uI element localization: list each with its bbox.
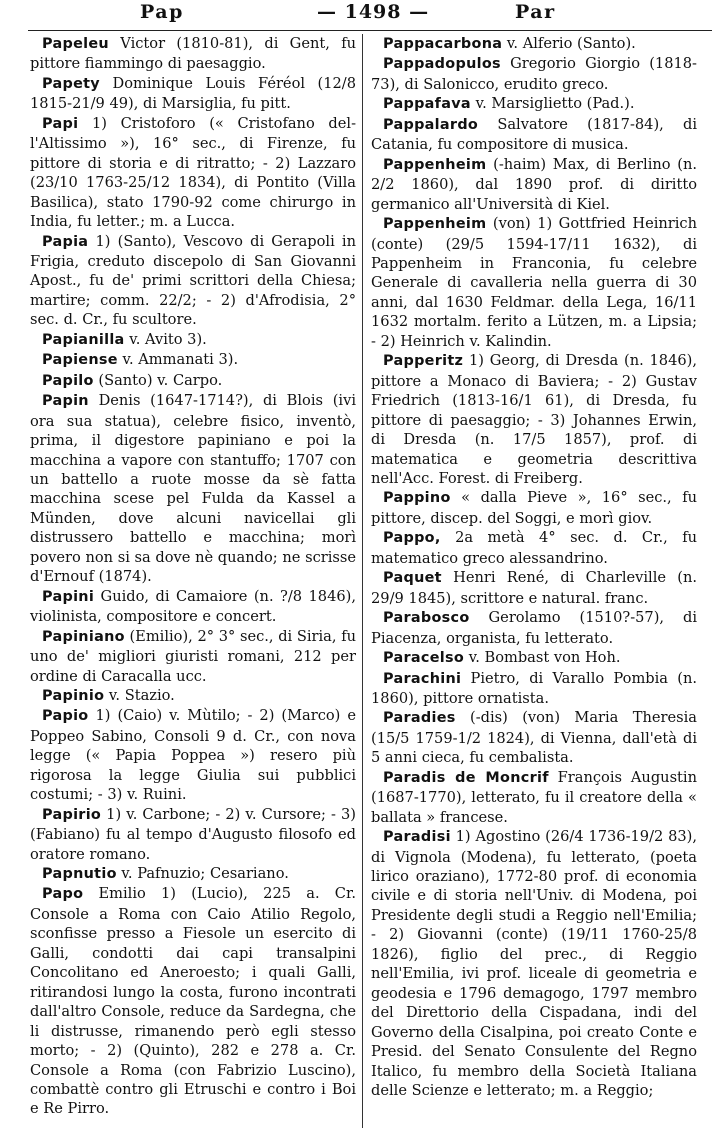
entry-text: v. Stazio. (104, 686, 175, 704)
column-divider (362, 34, 363, 1128)
header-right-guideword: Par (515, 1, 556, 23)
entry-text: Henri René, di Charleville (n. 29/9 1845), scrittore e natural. franc. (371, 569, 697, 607)
dictionary-entry (371, 608, 697, 648)
dictionary-entry (371, 648, 697, 668)
entry-text: 1) Cristoforo (« Cristofano del-l'Altissimo »), 16° sec., di Firenze, fu pittore di storia e di ritratto; - 2) Lazzaro (23/10 1763-25/12 1834), di Pontito (Villa Basilica), stato 1790-92 come chirurgo in India, fu letter.; m. a Lucca. (30, 114, 356, 231)
entry-text: Denis (1647-1714?), di Blois (ivi ora sua statua), celebre fisico, inventò, prima, il digestore papiniano e poi la macchina a vapore con stantuffo; 1707 con un battello a ruote mosse da sè fatta macchina scese pel Fulda da Kassel a Münden, dove alcuni navicellai gli distrussero battello e macchina; morì povero non si sa dove nè quando; ne scrisse d'Ernouf (1874). (30, 392, 356, 586)
entry-text: « dalla Pieve », 16° sec., fu pittore, discep. del Soggi, e morì giov. (371, 489, 697, 527)
dictionary-entry (371, 669, 697, 709)
dictionary-entry (371, 214, 697, 351)
dictionary-entry (30, 686, 356, 706)
entry-text: Gerolamo (1510?-57), di Piacenza, organista, fu letterato. (371, 609, 697, 647)
dictionary-entry (371, 568, 697, 608)
entry-text: v. Pafnuzio; Cesariano. (116, 865, 289, 883)
dictionary-entry (30, 587, 356, 627)
entry-text: 2a metà 4° sec. d. Cr., fu matematico greco alessandrino. (371, 529, 697, 567)
entry-text: (-dis) (von) Maria Theresia (15/5 1759-1/2 1824), di Vienna, dall'età di 5 anni cieca, fu cembalista. (371, 709, 697, 767)
dictionary-entry (371, 768, 697, 827)
entry-headword: Papo (42, 886, 84, 903)
entry-headword: Papperitz (383, 353, 464, 370)
dictionary-entry (30, 330, 356, 350)
entry-headword: Parachini (383, 670, 462, 687)
dictionary-entry (30, 114, 356, 232)
entry-text: Pietro, di Varallo Pombia (n. 1860), pittore ornatista. (371, 669, 697, 707)
dictionary-entry (371, 488, 697, 528)
dictionary-entry (371, 708, 697, 767)
dictionary-entry (371, 155, 697, 214)
entry-headword: Pappenheim (383, 216, 487, 233)
entry-headword: Papianilla (42, 331, 125, 348)
dictionary-entry (371, 94, 697, 114)
entry-text: (von) 1) Gottfried Heinrich (conte) (29/5 1594-17/11 1632), di Pappenheim in Franconia, fu celebre Generale di cavalleria nella guerra di 30 anni, dal 1630 Feldmar. della Lega, 16/11 1632 mortalm. ferito a Lützen, m. a Lipsia; - 2) Heinrich v. Kalindin. (371, 215, 697, 350)
entry-text: (Emilio), 2° 3° sec., di Siria, fu uno de' migliori giuristi romani, 212 per ordine di Caracalla ucc. (30, 627, 356, 685)
dictionary-entry (30, 371, 356, 391)
entry-headword: Paradies (383, 710, 456, 727)
entry-headword: Papeleu (42, 36, 109, 52)
entry-text: v. Bombast von Hoh. (464, 649, 621, 667)
entry-text: Guido, di Camaiore (n. ?/8 1846), violinista, compositore e concert. (30, 587, 356, 626)
dictionary-entry (30, 391, 356, 587)
entry-text: 1) Agostino (26/4 1736-19/2 83), di Vignola (Modena), fu letterato, (poeta lirico oraziano), 1772-80 prof. di economia civile e di storia nell'Univ. di Modena, poi Presidente degli studi a Reggio nell'Emilia; - 2) Giovanni (conte) (19/11 1760-25/8 1826), figlio del prec., di Reggio nell'Emilia, ivi prof. liceale di geometria e geodesia e 1796 demagogo, 1797 membro del Direttorio della Cispadana, indi del Governo della Cisalpina, poi creato Conte e Presid. del Senato Consulente del Regno Italico, fu membro della Società Italiana delle Scienze e letterato; m. a Reggio; (371, 828, 697, 1100)
entry-text: Emilio 1) (Lucio), 225 a. Cr. Console a Roma con Caio Atilio Regolo, sconfisse presso a Fiesole un esercito di Galli, condotti dai capi transalpini Concolitano ed Aneroesto; i quali Galli, ritirandosi lungo la costa, furono incontrati dall'altro Console, reduce da Sardegna, che li distrusse, rimanendo però egli stesso morto; - 2) (Quinto), 282 e 278 a. Cr. Console a Roma (con Fabrizio Luscino), combattè contro gli Etruschi e contro i Boi e Re Pirro. (30, 885, 356, 1118)
entry-text: (Santo) v. Carpo. (93, 371, 223, 389)
entry-headword: Papinio (42, 687, 105, 704)
entry-headword: Paquet (383, 570, 442, 587)
entry-headword: Pappino (383, 490, 451, 507)
entry-text: Victor (1810-81), di Gent, fu pittore fiammingo di paesaggio. (30, 35, 356, 73)
entry-headword: Papnutio (42, 866, 117, 883)
entry-text: v. Alferio (Santo). (502, 35, 636, 52)
page-number: — 1498 — (317, 1, 430, 23)
dictionary-entry (371, 351, 697, 488)
entry-text: Salvatore (1817-84), di Catania, fu compositore di musica. (371, 115, 697, 154)
entry-headword: Papety (42, 75, 100, 92)
right-column (371, 34, 697, 1100)
entry-text: Gregorio Giorgio (1818-73), di Salonicco, erudito greco. (371, 55, 697, 93)
dictionary-entry (30, 805, 356, 864)
entry-headword: Papia (42, 233, 89, 250)
entry-headword: Papini (42, 588, 95, 605)
dictionary-entry (30, 34, 356, 74)
entry-text: 1) Georg, di Dresda (n. 1846), pittore a Monaco di Baviera; - 2) Gustav Friedrich (1813-16/1 61), di Dresda, fu pittore di paesaggio; - 3) Johannes Erwin, di Dresda (n. 17/5 1857), prof. di matematica e geometria descrittiva nell'Acc. Forest. di Freiberg. (371, 352, 697, 487)
entry-headword: Pappadopulos (383, 56, 501, 73)
entry-headword: Paradisi (383, 829, 451, 846)
dictionary-entry (30, 884, 356, 1118)
entry-text: (-haim) Max, di Berlino (n. 2/2 1860), dal 1890 prof. di diritto germanico all'Università di Kiel. (371, 155, 697, 213)
header-left-guideword: Pap (140, 1, 184, 23)
entry-text: Dominique Louis Féréol (12/8 1815-21/9 49), di Marsiglia, fu pitt. (30, 74, 356, 113)
entry-headword: Papilo (42, 372, 94, 389)
dictionary-entry (30, 627, 356, 686)
entry-text: François Augustin (1687-1770), letterato, fu il creatore della « ballata » francese. (371, 768, 697, 826)
entry-text: 1) (Caio) v. Mùtilo; - 2) (Marco) e Poppeo Sabino, Consoli 9 d. Cr., con nova legge (« Papia Poppea ») resero più rigorosa la legge Giulia sui pubblici costumi; - 3) v. Ruini. (30, 707, 356, 804)
entry-headword: Paradis de Moncrif (383, 769, 549, 786)
entry-headword: Papi (42, 115, 79, 132)
dictionary-entry (30, 706, 356, 804)
page-header (0, 0, 718, 30)
dictionary-entry (30, 864, 356, 884)
entry-headword: Papiniano (42, 628, 125, 645)
dictionary-entry (371, 115, 697, 155)
entry-headword: Paracelso (383, 650, 465, 667)
dictionary-entry (30, 350, 356, 370)
entry-headword: Parabosco (383, 610, 470, 627)
left-column (30, 34, 356, 1119)
dictionary-entry (371, 528, 697, 568)
entry-headword: Papiense (42, 352, 118, 369)
entry-headword: Pappafava (383, 96, 471, 113)
entry-headword: Papirio (42, 806, 102, 823)
header-rule (28, 30, 712, 31)
entry-text: v. Ammanati 3). (117, 351, 239, 369)
entry-text: 1) v. Carbone; - 2) v. Cursore; - 3) (Fabiano) fu al tempo d'Augusto filosofo ed oratore romano. (30, 805, 356, 863)
entry-headword: Pappo, (383, 530, 441, 547)
entry-headword: Pappenheim (383, 156, 487, 173)
entry-text: v. Marsiglietto (Pad.). (470, 95, 635, 113)
dictionary-entry (30, 232, 356, 330)
dictionary-entry (371, 827, 697, 1100)
dictionary-entry (371, 54, 697, 94)
dictionary-entry (30, 74, 356, 114)
entry-headword: Papio (42, 708, 89, 725)
entry-text: 1) (Santo), Vescovo di Gerapoli in Frigia, creduto discepolo di San Giovanni Apost., fu de' primi scrittori della Chiesa; martire; comm. 22/2; - 2) d'Afrodisia, 2° sec. d. Cr., fu scultore. (30, 232, 356, 329)
entry-headword: Pappalardo (383, 116, 479, 133)
entry-headword: Papin (42, 393, 89, 410)
entry-headword: Pappacarbona (383, 36, 503, 52)
entry-text: v. Avito 3). (124, 330, 207, 348)
dictionary-entry (371, 34, 697, 54)
